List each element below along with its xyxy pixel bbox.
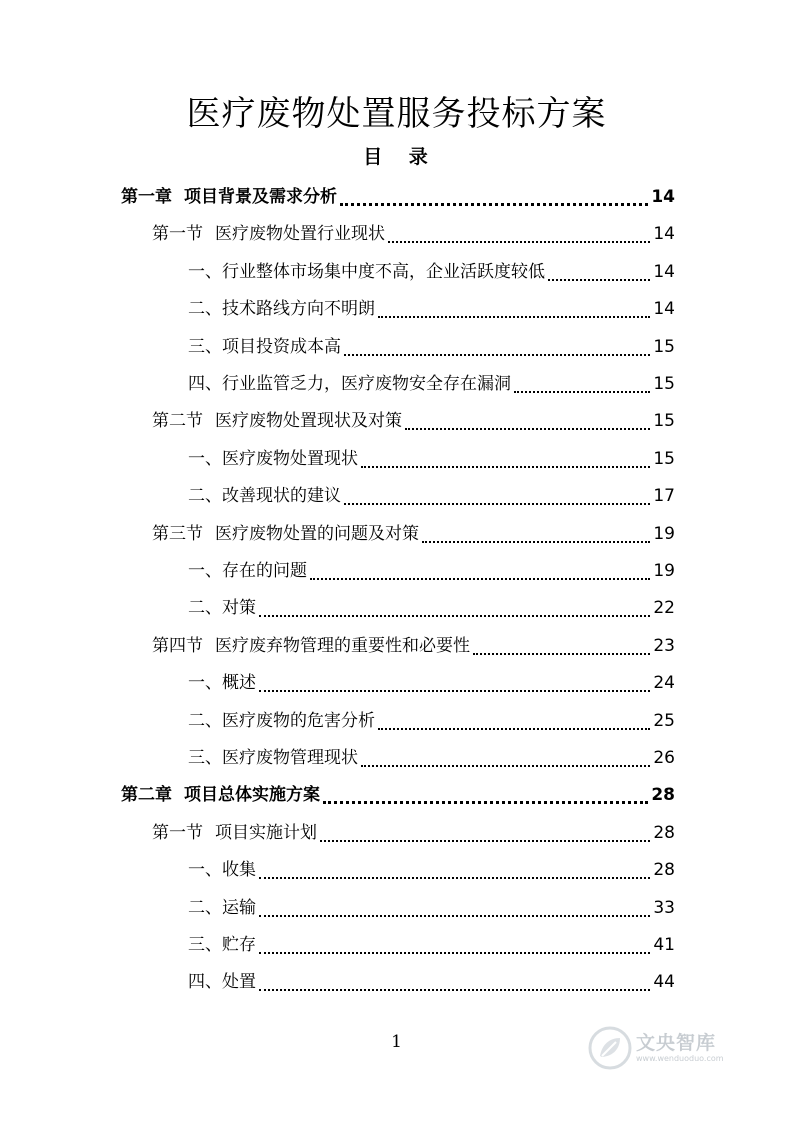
toc-entry[interactable] (188, 328, 675, 365)
toc-entry-title: 技术路线方向不明朗 (222, 298, 375, 319)
toc-entry-number: 第一章 (121, 186, 172, 207)
toc-entry-page: 28 (653, 822, 675, 843)
toc-leader-dots (340, 202, 648, 206)
toc-entry[interactable] (152, 402, 675, 439)
toc-entry-title: 医疗废物处置现状及对策 (215, 410, 402, 431)
toc-entry-page: 23 (653, 635, 675, 656)
toc-entry-title: 行业整体市场集中度不高，企业活跃度较低 (222, 261, 545, 282)
toc-entry-title: 项目背景及需求分析 (184, 186, 337, 207)
toc-entry-number: 二、 (188, 897, 222, 918)
toc-entry[interactable] (152, 515, 675, 552)
toc-leader-dots (344, 502, 650, 505)
toc-entry-title: 项目实施计划 (215, 822, 317, 843)
toc-entry-number: 二、 (188, 597, 222, 618)
toc-entry[interactable] (188, 477, 675, 514)
toc-leader-dots (344, 353, 650, 356)
toc-leader-dots (310, 577, 650, 580)
toc-entry-number: 三、 (188, 336, 222, 357)
toc-entry[interactable] (188, 702, 675, 739)
watermark-url: www.wenduoduo.com (636, 1054, 724, 1063)
toc-entry-page: 15 (653, 448, 675, 469)
toc-entry-title: 医疗废物处置现状 (222, 448, 358, 469)
toc-entry-page: 14 (651, 186, 675, 207)
toc-entry[interactable] (188, 739, 675, 776)
toc-leader-dots (320, 839, 650, 842)
toc-entry-page: 28 (653, 859, 675, 880)
toc-entry-page: 44 (653, 971, 675, 992)
toc-entry-number: 第四节 (152, 635, 203, 656)
toc-entry[interactable] (188, 926, 675, 963)
toc-entry-page: 26 (653, 747, 675, 768)
toc-entry-page: 19 (653, 560, 675, 581)
toc-entry-page: 28 (651, 784, 675, 805)
toc-entry-number: 一、 (188, 672, 222, 693)
toc-entry-number: 第一节 (152, 822, 203, 843)
toc-entry-title: 医疗废物管理现状 (222, 747, 358, 768)
toc-entry-title: 行业监管乏力，医疗废物安全存在漏洞 (222, 373, 511, 394)
toc-entry-title: 医疗废物的危害分析 (222, 710, 375, 731)
toc-entry-number: 二、 (188, 298, 222, 319)
toc-leader-dots (361, 764, 650, 767)
toc-entry-number: 三、 (188, 747, 222, 768)
toc-leader-dots (259, 876, 650, 879)
toc-entry-number: 二、 (188, 485, 222, 506)
toc-entry[interactable] (188, 290, 675, 327)
toc-entry-title: 项目总体实施方案 (184, 784, 320, 805)
toc-entry-number: 四、 (188, 971, 222, 992)
toc-entry-number: 三、 (188, 934, 222, 955)
toc-leader-dots (473, 652, 650, 655)
toc-entry-number: 第二节 (152, 410, 203, 431)
toc-entry[interactable] (188, 664, 675, 701)
toc-heading: 目 录 (363, 146, 438, 168)
page-number: 1 (391, 1032, 402, 1052)
toc-entry[interactable] (152, 814, 675, 851)
toc-entry-title: 改善现状的建议 (222, 485, 341, 506)
toc-leader-dots (259, 614, 650, 617)
toc-entry[interactable] (188, 365, 675, 402)
toc-entry[interactable] (188, 552, 675, 589)
toc-entry[interactable] (188, 851, 675, 888)
toc-entry[interactable] (121, 178, 675, 215)
toc-entry-number: 第三节 (152, 523, 203, 544)
toc-entry-page: 15 (653, 336, 675, 357)
toc-entry-number: 第一节 (152, 223, 203, 244)
toc-entry-page: 41 (653, 934, 675, 955)
toc-leader-dots (378, 315, 650, 318)
toc-entry-page: 17 (653, 485, 675, 506)
toc-entry-number: 一、 (188, 261, 222, 282)
toc-entry-page: 15 (653, 373, 675, 394)
toc-entry-page: 14 (653, 223, 675, 244)
toc-entry-title: 运输 (222, 897, 256, 918)
toc-entry-number: 四、 (188, 373, 222, 394)
toc-entry-page: 14 (653, 298, 675, 319)
toc-entry-page: 14 (653, 261, 675, 282)
toc-entry-page: 24 (653, 672, 675, 693)
toc-leader-dots (259, 689, 650, 692)
toc-entry-title: 收集 (222, 859, 256, 880)
toc-entry-title: 医疗废物处置行业现状 (215, 223, 385, 244)
toc-entry-number: 一、 (188, 448, 222, 469)
toc-entry-title: 医疗废弃物管理的重要性和必要性 (215, 635, 470, 656)
toc-entry[interactable] (152, 627, 675, 664)
toc-entry-number: 一、 (188, 859, 222, 880)
toc-entry-number: 二、 (188, 710, 222, 731)
toc-entry-page: 22 (653, 597, 675, 618)
toc-entry-number: 第二章 (121, 784, 172, 805)
toc-entry[interactable] (188, 889, 675, 926)
toc-entry-title: 处置 (222, 971, 256, 992)
toc-entry-page: 15 (653, 410, 675, 431)
toc-leader-dots (422, 540, 650, 543)
toc-entry-title: 医疗废物处置的问题及对策 (215, 523, 419, 544)
toc-entry-page: 25 (653, 710, 675, 731)
toc-entry[interactable] (152, 215, 675, 252)
toc-entry[interactable] (188, 963, 675, 1000)
toc-entry[interactable] (188, 253, 675, 290)
toc-entry-title: 存在的问题 (222, 560, 307, 581)
toc-leader-dots (259, 951, 650, 954)
toc-entry[interactable] (188, 440, 675, 477)
toc-entry-title: 贮存 (222, 934, 256, 955)
document-title: 医疗废物处置服务投标方案 (186, 94, 607, 134)
leaf-logo-icon (588, 1026, 632, 1070)
toc-leader-dots (259, 988, 650, 991)
toc-entry[interactable] (188, 589, 675, 626)
toc-entry-page: 19 (653, 523, 675, 544)
watermark-name: 文央智库 (636, 1032, 717, 1054)
toc-leader-dots (548, 278, 650, 281)
toc-leader-dots (378, 727, 650, 730)
toc-entry-page: 33 (653, 897, 675, 918)
toc-entry-title: 对策 (222, 597, 256, 618)
toc-entry-title: 项目投资成本高 (222, 336, 341, 357)
toc-leader-dots (405, 427, 650, 430)
toc-leader-dots (323, 800, 648, 804)
toc-leader-dots (514, 390, 650, 393)
toc-entry-title: 概述 (222, 672, 256, 693)
toc-leader-dots (259, 914, 650, 917)
watermark (588, 1024, 758, 1072)
toc-entry[interactable] (121, 776, 675, 813)
toc-leader-dots (361, 465, 650, 468)
toc-entry-number: 一、 (188, 560, 222, 581)
toc-leader-dots (388, 240, 650, 243)
